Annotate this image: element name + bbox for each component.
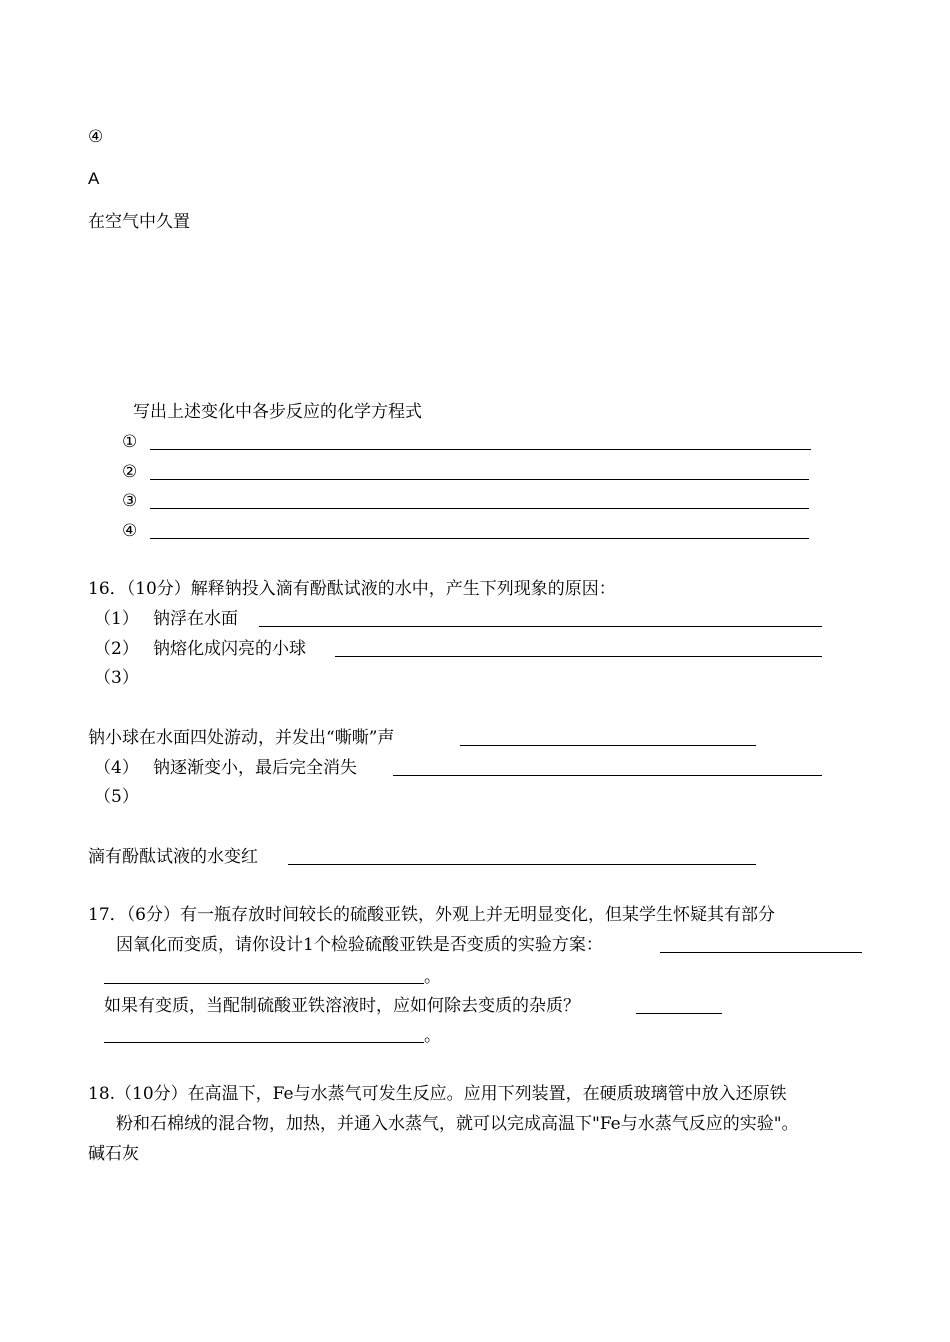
q16-item5-number: （5） <box>94 787 139 807</box>
q16-item3-text: 钠小球在水面四处游动，并发出“嘶嘶”声 <box>88 728 395 748</box>
q17-line3: 如果有变质，当配制硫酸亚铁溶液时，应如何除去变质的杂质？ <box>104 996 580 1016</box>
soda-lime-label: 碱石灰 <box>88 1144 139 1164</box>
equation-marker-2: ② <box>122 462 138 482</box>
q17-line2: 因氧化而变质，请你设计1个检验硫酸亚铁是否变质的实验方案： <box>116 935 603 955</box>
q17-impurity-blank-b[interactable] <box>104 1042 424 1043</box>
q16-item2-blank[interactable] <box>335 656 822 657</box>
q16-title: 16．（10分）解释钠投入滴有酚酞试液的水中，产生下列现象的原因： <box>88 579 616 599</box>
q17-period-2: 。 <box>424 1026 441 1046</box>
q17-line1: 17．（6分）有一瓶存放时间较长的硫酸亚铁，外观上并无明显变化，但某学生怀疑其有部分 <box>88 905 775 925</box>
equation-blank-2[interactable] <box>150 479 809 480</box>
q16-item3-number: （3） <box>94 668 139 688</box>
q18-line2: 粉和石棉绒的混合物，加热，并通入水蒸气，就可以完成高温下"Fe与水蒸气反应的实验"。 <box>116 1114 799 1134</box>
q16-item4-number: （4） <box>94 758 139 778</box>
air-exposure-label: 在空气中久置 <box>88 212 190 232</box>
q16-item4-blank[interactable] <box>393 775 822 776</box>
q17-impurity-blank-a[interactable] <box>636 1013 722 1014</box>
circle-four-marker: ④ <box>88 127 104 147</box>
q16-item3-blank[interactable] <box>460 745 756 746</box>
q16-item4-text: 钠逐渐变小，最后完全消失 <box>153 758 357 778</box>
equation-marker-3: ③ <box>122 491 138 511</box>
q17-period-1: 。 <box>424 967 441 987</box>
label-a: A <box>88 169 100 188</box>
q18-line1: 18.（10分）在高温下，Fe与水蒸气可发生反应。应用下列装置，在硬质玻璃管中放入还原铁 <box>88 1084 787 1104</box>
q17-plan-blank-b[interactable] <box>104 983 424 984</box>
equation-blank-3[interactable] <box>150 508 809 509</box>
q16-item1-number: （1） <box>94 609 139 629</box>
equation-blank-1[interactable] <box>150 449 811 450</box>
q16-item1-text: 钠浮在水面 <box>153 609 238 629</box>
q16-item2-number: （2） <box>94 639 139 659</box>
equation-blank-4[interactable] <box>150 538 809 539</box>
equations-heading: 写出上述变化中各步反应的化学方程式 <box>133 402 422 422</box>
q16-item2-text: 钠熔化成闪亮的小球 <box>153 639 306 659</box>
q16-item5-blank[interactable] <box>288 864 756 865</box>
q16-item5-text: 滴有酚酞试液的水变红 <box>88 847 258 867</box>
equation-marker-4: ④ <box>122 521 138 541</box>
q16-item1-blank[interactable] <box>259 626 822 627</box>
equation-marker-1: ① <box>122 432 138 452</box>
q17-plan-blank-a[interactable] <box>660 952 862 953</box>
